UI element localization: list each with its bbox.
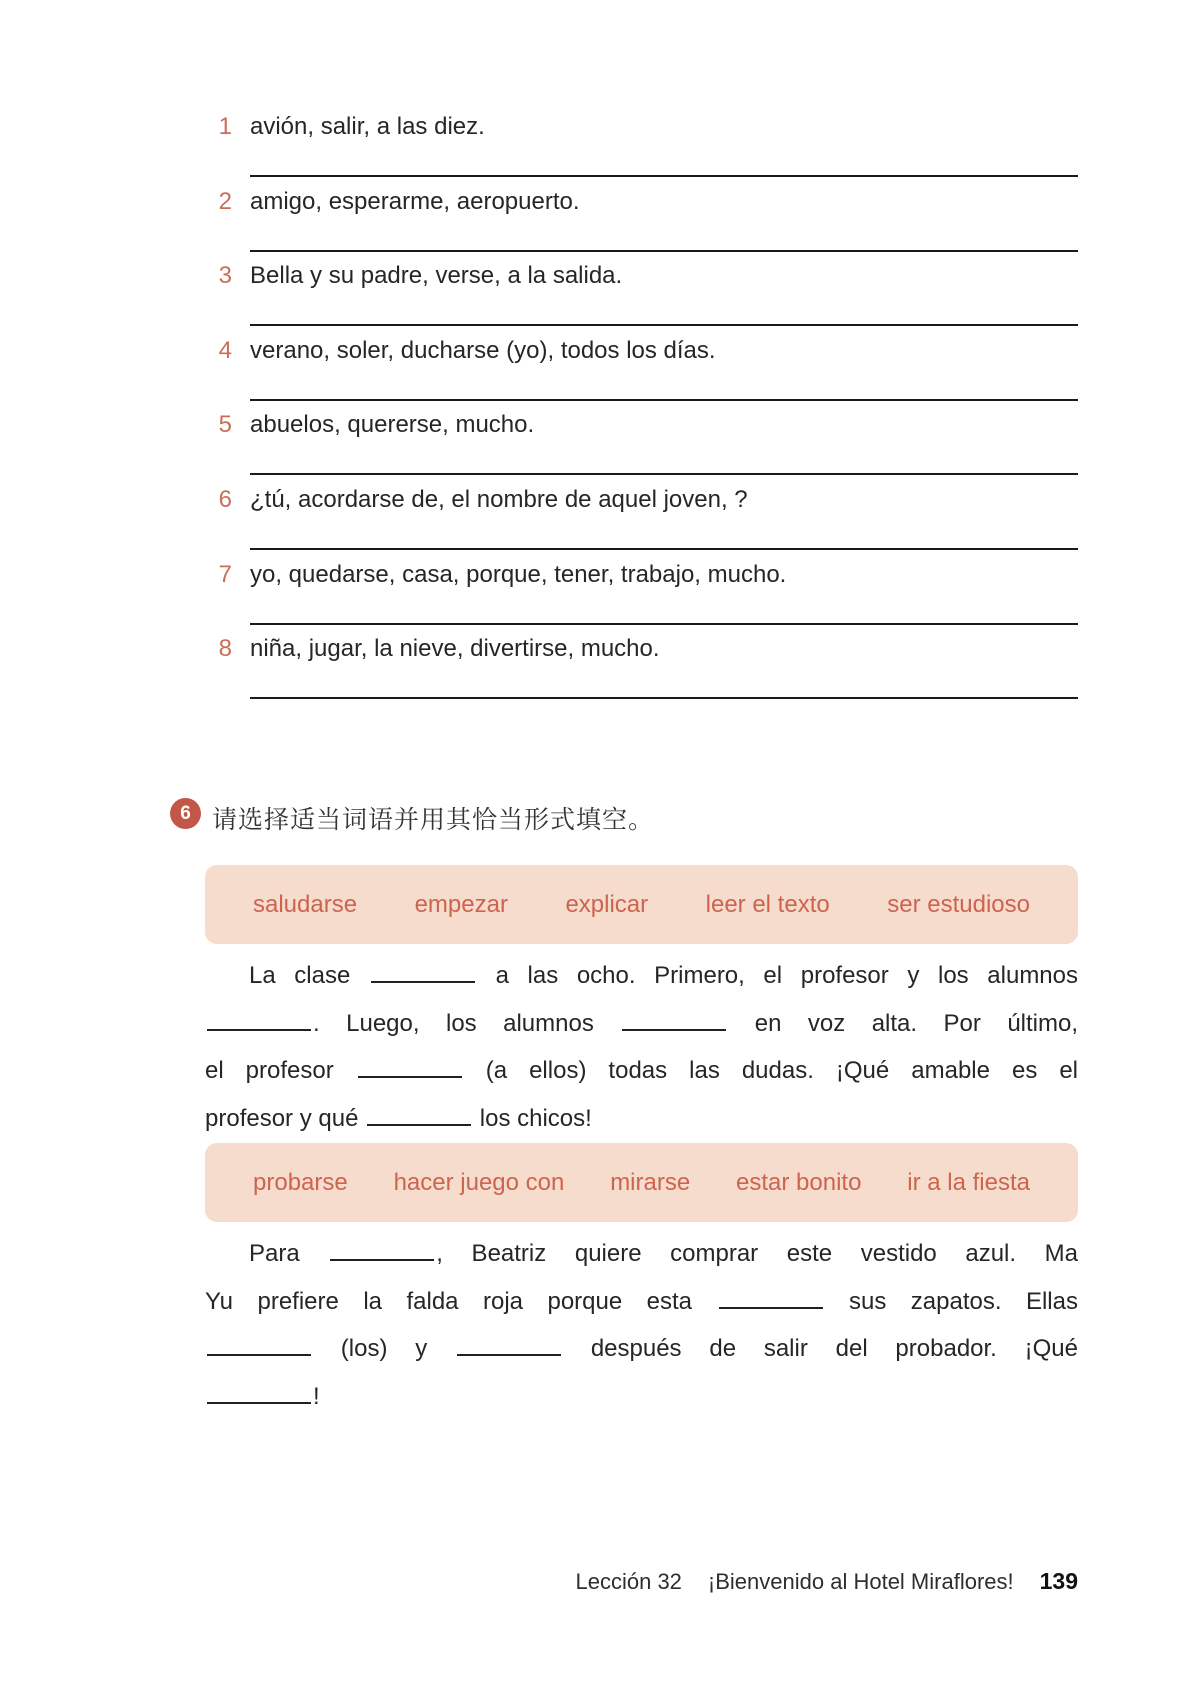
paragraph-text: Para <box>249 1240 329 1267</box>
list-item-number: 5 <box>218 411 232 439</box>
paragraph-text: sus zapatos. Ellas <box>824 1287 1078 1315</box>
fill-in-blank <box>367 1100 471 1126</box>
exercise6-instruction: 请选择适当词语并用其恰当形式填空。 <box>212 806 655 834</box>
word-bank-word: ser estudioso <box>887 890 1030 918</box>
fill-in-blank <box>207 1005 311 1031</box>
word-bank-word: ir a la fiesta <box>907 1168 1030 1196</box>
list-item-text: avión, salir, a las diez. <box>250 113 485 140</box>
fill-in-blank <box>207 1378 311 1404</box>
list-item-number: 7 <box>218 560 232 588</box>
list-item-number: 8 <box>218 635 232 663</box>
paragraph-line <box>205 1095 1078 1143</box>
paragraph-text: Yu prefiere la falda roja porque esta <box>205 1287 717 1315</box>
list-item-number: 3 <box>218 262 232 290</box>
list-item-text: yo, quedarse, casa, porque, tener, trabajo, mucho. <box>250 560 787 588</box>
paragraph-text: a las ocho. Primero, el profesor y los alumnos <box>476 962 1079 989</box>
list-item-number: 6 <box>218 486 232 513</box>
word-bank-word: empezar <box>414 890 508 918</box>
footer-page-number: 139 <box>1039 1568 1078 1594</box>
fill-paragraph-1 <box>205 952 1078 1142</box>
paragraph-text: el profesor <box>205 1057 356 1084</box>
paragraph-text: en voz alta. Por último, <box>728 1009 1079 1037</box>
word-bank-word: saludarse <box>253 890 358 918</box>
fill-in-blank <box>622 1005 726 1031</box>
paragraph-text: (los) y <box>313 1335 456 1362</box>
word-bank-word: hacer juego con <box>393 1168 565 1196</box>
word-bank-word: leer el texto <box>705 890 830 918</box>
paragraph-line <box>205 1373 1078 1421</box>
list-item-number: 1 <box>218 113 232 140</box>
fill-in-blank <box>358 1052 462 1078</box>
footer-book-title: ¡Bienvenido al Hotel Miraflores! <box>707 1569 1014 1594</box>
list-item-text: abuelos, quererse, mucho. <box>250 411 535 439</box>
exercise6-number-badge: 6 <box>170 798 201 829</box>
footer-lesson-label: Lección 32 <box>575 1569 682 1594</box>
word-bank-word: estar bonito <box>736 1168 862 1196</box>
list-item-text: Bella y su padre, verse, a la salida. <box>250 262 623 290</box>
answer-line <box>250 473 1078 475</box>
paragraph-text: . Luego, los alumnos <box>313 1009 621 1037</box>
paragraph-text: los chicos! <box>473 1104 592 1132</box>
paragraph-text: La clase <box>249 962 369 989</box>
fill-in-blank <box>719 1283 823 1309</box>
paragraph-text: , Beatriz quiere comprar este vestido azul. Ma <box>436 1240 1078 1267</box>
fill-in-blank <box>207 1330 311 1356</box>
answer-line <box>250 697 1078 699</box>
answer-line <box>250 324 1078 326</box>
paragraph-text: profesor y qué <box>205 1104 366 1132</box>
list-item-text: amigo, esperarme, aeropuerto. <box>250 187 580 215</box>
word-bank-word: mirarse <box>610 1168 691 1196</box>
paragraph-line <box>205 1278 1078 1326</box>
paragraph-line <box>205 1325 1078 1373</box>
fill-paragraph-2 <box>205 1230 1078 1420</box>
list-item-text: niña, jugar, la nieve, divertirse, mucho. <box>250 635 660 663</box>
paragraph-line <box>205 1000 1078 1048</box>
word-bank-word: probarse <box>253 1168 348 1196</box>
paragraph-line <box>205 1047 1078 1095</box>
paragraph-text: después de salir del probador. ¡Qué <box>563 1335 1078 1362</box>
paragraph-line <box>205 1230 1078 1278</box>
paragraph-line <box>205 952 1078 1000</box>
answer-line <box>250 175 1078 177</box>
answer-line <box>250 623 1078 625</box>
word-bank-word: explicar <box>565 890 649 918</box>
list-item-text: ¿tú, acordarse de, el nombre de aquel joven, ? <box>250 486 748 513</box>
paragraph-text: (a ellos) todas las dudas. ¡Qué amable es el <box>463 1057 1079 1084</box>
answer-line <box>250 548 1078 550</box>
fill-in-blank <box>330 1235 434 1261</box>
word-bank-2 <box>205 1143 1078 1222</box>
list-item-number: 4 <box>218 336 232 364</box>
paragraph-text: ! <box>313 1382 320 1410</box>
fill-in-blank <box>371 957 475 983</box>
answer-line <box>250 250 1078 252</box>
word-bank-1 <box>205 865 1078 944</box>
page-footer <box>576 1568 1079 1595</box>
list-item-text: verano, soler, ducharse (yo), todos los días. <box>250 336 716 364</box>
list-item-number: 2 <box>218 187 232 215</box>
answer-line <box>250 399 1078 401</box>
fill-in-blank <box>457 1330 561 1356</box>
